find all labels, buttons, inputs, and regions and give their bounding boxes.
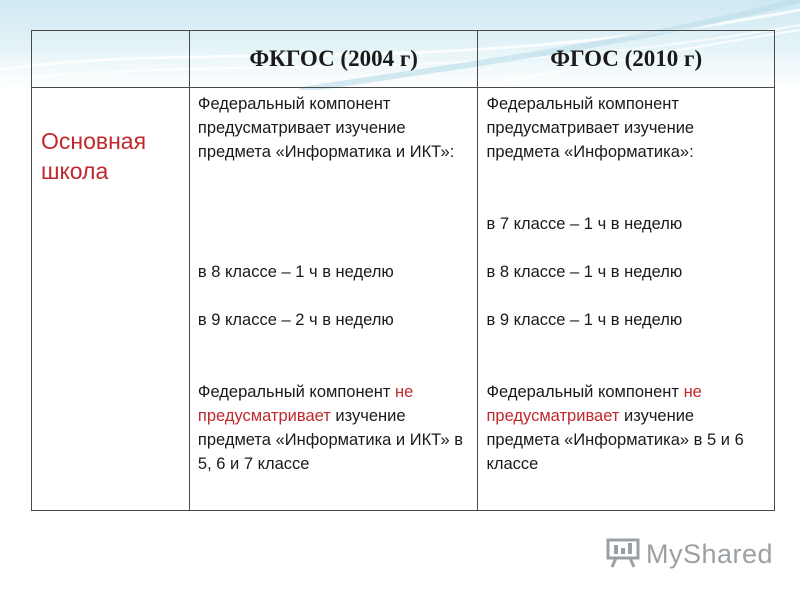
note-2004-prefix: Федеральный компонент bbox=[197, 383, 395, 401]
presentation-board-icon bbox=[606, 536, 640, 573]
hours-2010-grade8: в 8 классе – 1 ч в неделю bbox=[486, 263, 683, 281]
hours-2010-grade7: в 7 классе – 1 ч в неделю bbox=[486, 215, 683, 233]
intro-2004: Федеральный компонент предусматривает изучение предмета «Информатика и ИКТ»: bbox=[197, 95, 455, 161]
note-2010 bbox=[486, 380, 768, 476]
note-2010-prefix: Федеральный компонент bbox=[486, 383, 684, 401]
table-header-row bbox=[32, 31, 775, 88]
hours-2004-grade9: в 9 классе – 2 ч в неделю bbox=[197, 311, 394, 329]
hours-2010-grade9: в 9 классе – 1 ч в неделю bbox=[486, 311, 683, 329]
note-2004-highlight: не предусматривает bbox=[197, 383, 414, 425]
table-row bbox=[32, 88, 775, 511]
cell-2010 bbox=[478, 88, 775, 511]
comparison-table bbox=[31, 30, 775, 511]
intro-2010: Федеральный компонент предусматривает изучение предмета «Информатика»: bbox=[486, 95, 695, 161]
watermark-text: MyShared bbox=[646, 539, 774, 569]
header-fgos-2010: ФГОС (2010 г) bbox=[478, 31, 775, 88]
cell-2004 bbox=[189, 88, 478, 511]
header-fkgos-2004: ФКГОС (2004 г) bbox=[189, 31, 478, 88]
note-2004-suffix: изучение предмета «Информатика и ИКТ» в 5, 6 и 7 классе bbox=[197, 407, 464, 473]
note-2010-suffix: изучение предмета «Информатика» в 5 и 6 классе bbox=[486, 407, 744, 473]
myshared-watermark bbox=[606, 536, 773, 573]
note-2010-highlight: не предусматривает bbox=[486, 383, 702, 425]
hours-2004-grade8: в 8 классе – 1 ч в неделю bbox=[197, 263, 394, 281]
header-empty-cell bbox=[32, 31, 190, 88]
note-2004 bbox=[198, 380, 472, 476]
row-label-basic-school: Основная школа bbox=[32, 88, 190, 511]
